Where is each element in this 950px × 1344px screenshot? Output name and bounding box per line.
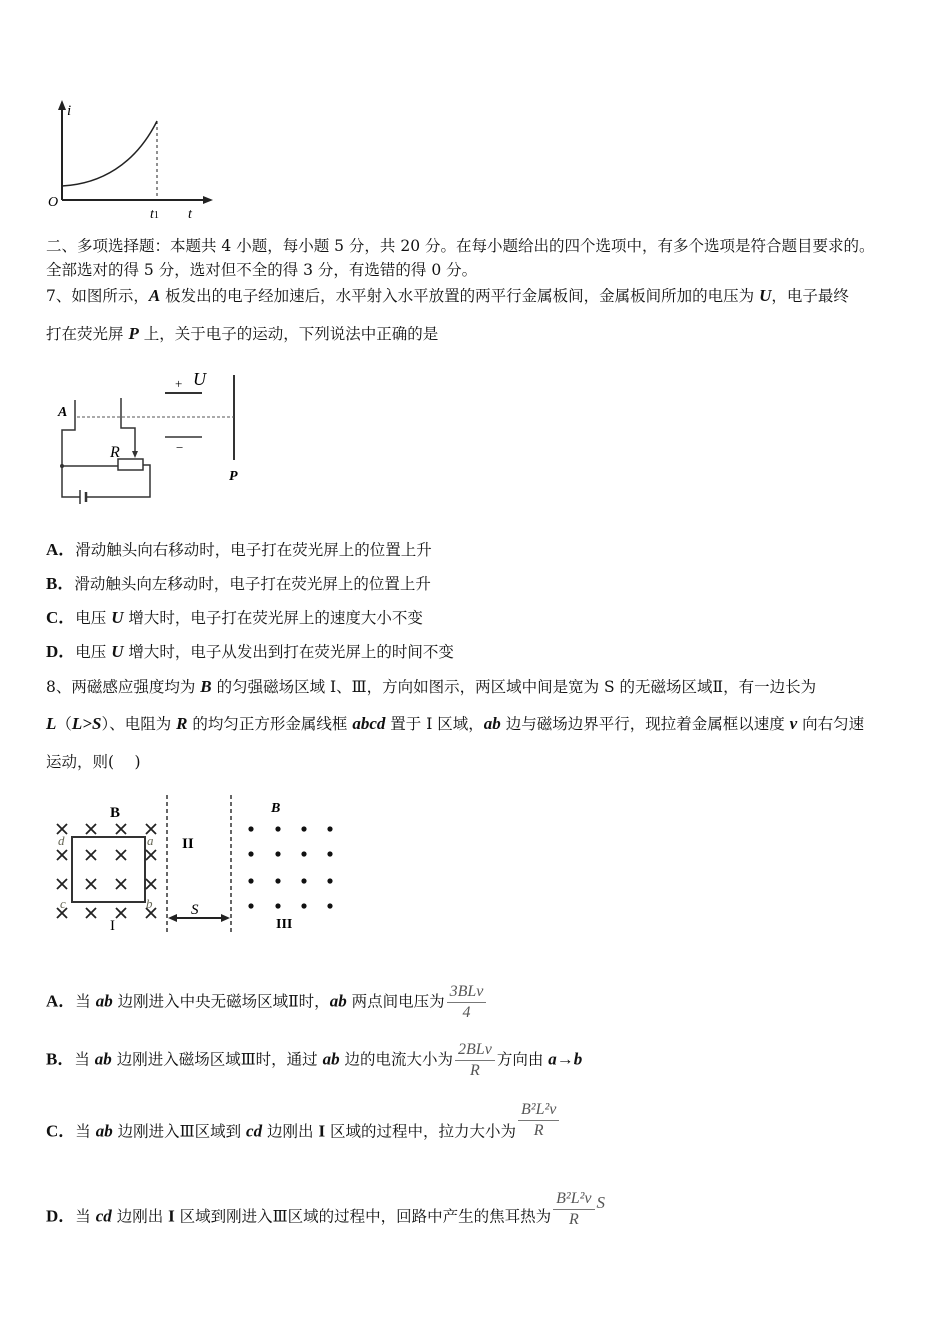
plus-sign: + [175, 376, 183, 391]
text: 当 [74, 1050, 95, 1069]
region3-b-label: B [271, 801, 281, 816]
text: 边的电流大小为 [339, 1050, 454, 1069]
option-text: 滑动触头向右移动时，电子打在荧光屏上的位置上升 [75, 541, 432, 559]
field-out-of-page-icon [301, 851, 306, 856]
numerator: 3BLv [447, 982, 487, 1003]
var: ab [329, 991, 347, 1011]
var: ab [95, 991, 113, 1011]
field-out-of-page-icon [248, 878, 253, 883]
field-out-of-page-icon [327, 903, 332, 908]
text: 当 [75, 992, 96, 1011]
text: 边刚出 [111, 1207, 169, 1226]
x-axis-arrow [203, 196, 213, 204]
text: （ [56, 715, 72, 733]
text: 区域到刚进入Ⅲ区域的过程中，回路中产生的焦耳热为 [174, 1207, 552, 1226]
text: 向右匀速 [797, 715, 865, 733]
region-1-label: I [110, 918, 115, 934]
option-text: 滑动触头向左移动时，电子打在荧光屏上的位置上升 [74, 575, 431, 593]
text: 边刚进入中央无磁场区域Ⅱ时， [112, 992, 330, 1011]
field-out-of-page-icon [301, 903, 306, 908]
text: 边刚进入Ⅲ区域到 [112, 1122, 247, 1141]
var: ab [95, 1121, 113, 1141]
fraction [553, 1189, 594, 1230]
field-out-of-page-icon [327, 851, 332, 856]
text: 电压 [75, 643, 112, 661]
var: ab [94, 1049, 112, 1069]
option-key: A． [46, 540, 76, 559]
var: P [128, 324, 139, 343]
option-text: 增大时，电子打在荧光屏上的速度大小不变 [123, 609, 423, 627]
option-key: B． [46, 574, 75, 593]
field-out-of-page-icon [275, 903, 280, 908]
option-key: C． [46, 608, 76, 627]
field-into-page-icon [116, 850, 126, 860]
field-out-of-page-icon [327, 826, 332, 831]
denominator: R [470, 1062, 480, 1079]
q8-option-c[interactable] [46, 1101, 561, 1153]
y-axis-label: i [67, 103, 72, 119]
text: 上，关于电子的运动，下列说法中正确的是 [138, 325, 439, 343]
field-out-of-page-icon [248, 826, 253, 831]
screen-label: P [229, 469, 238, 484]
corner-d-label: d [58, 833, 65, 848]
magnetic-field-diagram [40, 790, 350, 940]
section-heading: 二、多项选择题：本题共 4 小题，每小题 5 分，共 20 分。在每小题给出的四个选项中，有多个选项是符合题目要求的。 [46, 237, 875, 255]
option-key: C． [46, 1121, 76, 1141]
plate-a-label: A [58, 405, 68, 420]
var: U [111, 642, 124, 661]
field-into-page-icon [116, 824, 126, 834]
minus-sign: − [176, 440, 184, 455]
var: L [46, 714, 57, 733]
option-key: D． [46, 1206, 76, 1226]
field-out-of-page-icon [327, 878, 332, 883]
fraction [518, 1100, 559, 1141]
q7-option-d[interactable] [46, 642, 454, 662]
numerator: B²L²v [518, 1100, 559, 1121]
text: 的匀强磁场区域 I、Ⅲ，方向如图示，两区域中间是宽为 S 的无磁场区域Ⅱ，有一边长为 [211, 678, 817, 696]
field-into-page-icon [86, 908, 96, 918]
text: 边刚出 [262, 1122, 319, 1141]
q8-option-b[interactable] [46, 1040, 582, 1081]
resistor-label: R [110, 444, 120, 461]
var: I [168, 1206, 175, 1226]
option-key: D． [46, 642, 76, 661]
section-scoring: 全部选对的得 5 分，选对但不全的得 3 分，有选错的得 0 分。 [46, 261, 478, 279]
field-into-page-icon [86, 879, 96, 889]
corner-b-label: b [146, 896, 153, 911]
region-3-label: III [276, 917, 293, 932]
q7-stem-line1 [46, 286, 849, 306]
corner-a-label: a [147, 833, 154, 848]
y-axis-arrow [58, 100, 66, 110]
var: ab [483, 714, 501, 733]
field-out-of-page-icon [275, 878, 280, 883]
electron-deflection-diagram [40, 360, 260, 510]
q7-stem-line2 [46, 324, 438, 344]
field-into-page-icon [57, 879, 67, 889]
field-out-of-page-icon [301, 878, 306, 883]
field-into-page-icon [146, 879, 156, 889]
text: 板发出的电子经加速后，水平射入水平放置的两平行金属板间，金属板间所加的电压为 [160, 287, 760, 305]
text: 的均匀正方形金属线框 [187, 715, 353, 733]
q8-stem-line2 [46, 714, 864, 734]
field-into-page-icon [116, 879, 126, 889]
current-time-graph [0, 0, 950, 230]
text: 当 [75, 1207, 96, 1226]
q7-option-a[interactable] [46, 540, 432, 560]
var: abcd [352, 714, 386, 733]
direction: a→b [548, 1049, 583, 1069]
field-out-of-page-icon [301, 826, 306, 831]
text: 两点间电压为 [346, 992, 445, 1011]
region-2-label: II [182, 836, 194, 852]
var: ab [322, 1049, 340, 1069]
text: 方向由 [496, 1050, 549, 1069]
option-text: 增大时，电子从发出到打在荧光屏上的时间不变 [123, 643, 454, 661]
var: cd [246, 1121, 263, 1141]
text: 边与磁场边界平行，现拉着金属框以速度 [500, 715, 790, 733]
text: 电压 [75, 609, 112, 627]
text: 区域的过程中，拉力大小为 [325, 1122, 516, 1141]
text: 8、两磁感应强度均为 [46, 678, 201, 696]
text: 边刚进入磁场区域Ⅲ时，通过 [111, 1050, 323, 1069]
corner-c-label: c [60, 896, 66, 911]
t1-label: t1 [150, 207, 159, 222]
width-s-label: S [191, 902, 199, 918]
var: S [596, 1192, 606, 1212]
var: U [759, 286, 772, 305]
field-into-page-icon [146, 850, 156, 860]
origin-label: O [48, 195, 59, 210]
var: cd [95, 1206, 112, 1226]
field-out-of-page-icon [275, 826, 280, 831]
text: ）、电阻为 [101, 715, 177, 733]
field-out-of-page-icon [248, 903, 253, 908]
denominator: 4 [462, 1004, 471, 1021]
option-key: B． [46, 1049, 75, 1069]
fraction [447, 982, 487, 1023]
text: ，电子最终 [771, 287, 849, 305]
fraction [455, 1040, 495, 1081]
text: 当 [75, 1122, 96, 1141]
denominator: R [568, 1211, 579, 1228]
field-into-page-icon [116, 908, 126, 918]
field-into-page-icon [86, 824, 96, 834]
q7-option-c[interactable] [46, 608, 423, 628]
numerator: B²L²v [553, 1189, 594, 1210]
var: L>S [71, 714, 102, 733]
numerator: 2BLv [455, 1040, 495, 1061]
var: v [789, 714, 798, 733]
q7-option-b[interactable] [46, 574, 431, 594]
field-out-of-page-icon [248, 851, 253, 856]
q8-option-d[interactable] [46, 1190, 606, 1238]
var: U [111, 608, 124, 627]
var: B [200, 677, 212, 696]
text: 打在荧光屏 [46, 325, 129, 343]
field-into-page-icon [57, 850, 67, 860]
x-axis-label: t [188, 207, 192, 222]
current-curve [62, 121, 157, 186]
denominator: R [533, 1122, 544, 1139]
field-out-of-page-icon [275, 851, 280, 856]
field-into-page-icon [86, 850, 96, 860]
q8-stem-line3: 运动，则( ) [46, 753, 141, 771]
var: I [318, 1121, 326, 1141]
text: 7、如图所示， [46, 287, 149, 305]
region1-b-label: B [110, 805, 121, 821]
option-key: A． [46, 991, 76, 1011]
var: R [176, 714, 188, 733]
voltage-label: U [193, 369, 206, 389]
q8-stem-line1 [46, 677, 816, 697]
q8-option-a[interactable] [46, 982, 488, 1023]
text: 置于 I 区域， [385, 715, 484, 733]
var: A [148, 286, 161, 305]
